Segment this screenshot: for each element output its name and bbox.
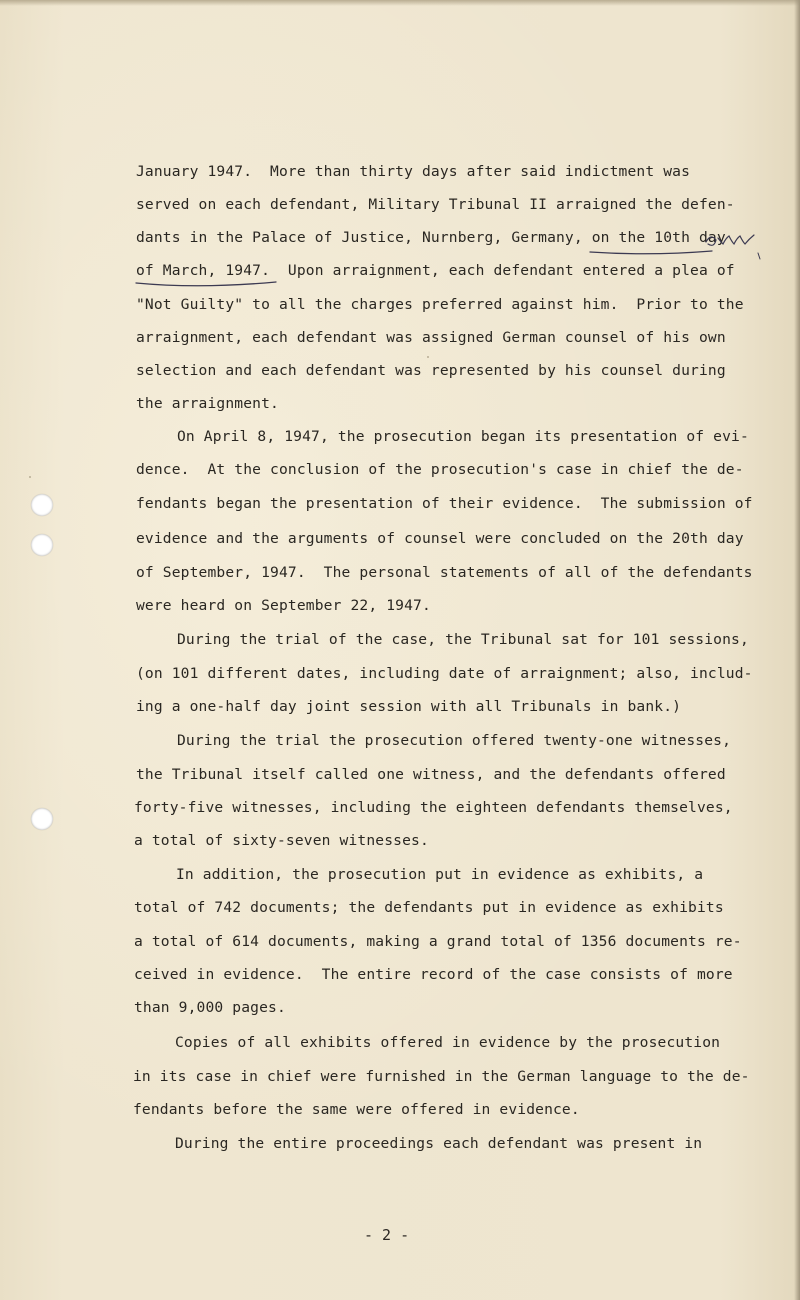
text-line: in its case in chief were furnished in the German language to the de- — [133, 1068, 750, 1085]
text-line: In addition, the prosecution put in evidence as exhibits, a — [176, 866, 704, 883]
text-line: "Not Guilty" to all the charges preferred against him. Prior to the — [136, 296, 744, 313]
text-line: During the trial of the case, the Tribunal sat for 101 sessions, — [177, 631, 749, 648]
text-line: selection and each defendant was represented by his counsel during — [136, 362, 726, 379]
page-number: - 2 - — [364, 1226, 410, 1244]
text-line: of March, 1947. Upon arraignment, each defendant entered a plea of — [136, 262, 735, 279]
text-line: dants in the Palace of Justice, Nurnberg, Germany, on the 10th day — [136, 229, 726, 246]
text-line: On April 8, 1947, the prosecution began its presentation of evi- — [177, 428, 749, 445]
text-line: a total of 614 documents, making a grand total of 1356 documents re- — [134, 933, 742, 950]
text-line: forty-five witnesses, including the eighteen defendants themselves, — [134, 799, 733, 816]
text-line: January 1947. More than thirty days after said indictment was — [136, 163, 691, 180]
text-line: ceived in evidence. The entire record of the case consists of more — [134, 966, 733, 983]
text-line: (on 101 different dates, including date of arraignment; also, includ- — [136, 665, 753, 682]
text-line: dence. At the conclusion of the prosecution's case in chief the de- — [136, 461, 744, 478]
text-line: ing a one-half day joint session with all Tribunals in bank.) — [136, 698, 682, 715]
text-line: fendants before the same were offered in evidence. — [133, 1101, 580, 1118]
text-line: were heard on September 22, 1947. — [136, 597, 431, 614]
pencil-underline — [590, 251, 712, 254]
text-line: arraignment, each defendant was assigned German counsel of his own — [136, 329, 726, 346]
text-line: the arraignment. — [136, 395, 279, 412]
text-line: of September, 1947. The personal statements of all of the defendants — [136, 564, 753, 581]
text-line: total of 742 documents; the defendants put in evidence as exhibits — [134, 899, 724, 916]
paper-speck — [29, 476, 31, 478]
text-line: fendants began the presentation of their evidence. The submission of — [136, 495, 753, 512]
text-line: a total of sixty-seven witnesses. — [134, 832, 429, 849]
text-line: evidence and the arguments of counsel were concluded on the 20th day — [136, 530, 744, 547]
text-line: During the entire proceedings each defendant was present in — [175, 1135, 703, 1152]
text-line: than 9,000 pages. — [134, 999, 286, 1016]
text-line: the Tribunal itself called one witness, and the defendants offered — [136, 766, 726, 783]
pencil-underline — [136, 282, 276, 286]
text-line: Copies of all exhibits offered in evidence by the prosecution — [175, 1034, 721, 1051]
text-line: served on each defendant, Military Tribunal II arraigned the defen- — [136, 196, 735, 213]
margin-note — [706, 235, 760, 259]
paper-speck — [427, 356, 429, 358]
text-line: During the trial the prosecution offered twenty-one witnesses, — [177, 732, 732, 749]
